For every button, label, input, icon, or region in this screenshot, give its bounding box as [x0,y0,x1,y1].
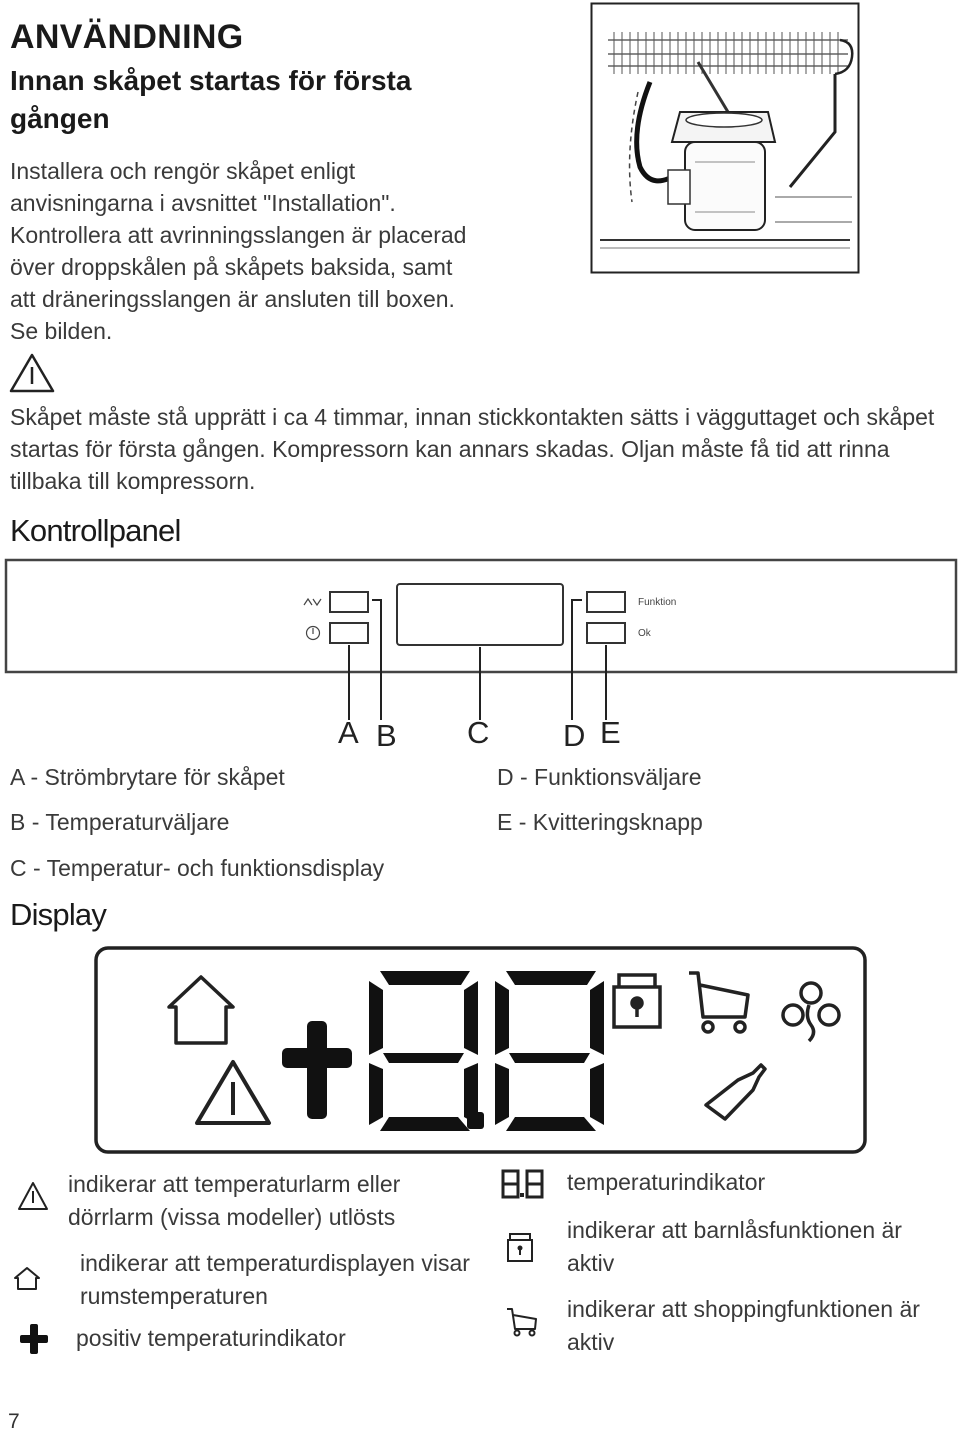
legend-item-a: A - Strömbrytare för skåpet [10,764,285,790]
warning-paragraph: Skåpet måste stå upprätt i ca 4 timmar, innan stickkontakten sätts i vägguttaget och skåpet startas för första gången. Kompressorn kan annars skadas. Oljan måste få tid att rinna tillbaka till kompressorn. [10,404,935,494]
temp-indicator-description: temperaturindikator [567,1169,766,1195]
display-heading: Display [10,897,107,932]
shopping-cart-icon [505,1305,539,1337]
legend-item-b: B - Temperaturväljare [10,809,230,835]
up-down-arrow-icon [302,596,322,608]
label-b: B [376,718,397,753]
label-a: A [338,715,359,750]
alarm-description: indikerar att temperaturlarm eller dörrlarm (vissa modeller) utlösts [68,1171,401,1230]
temperature-digits-icon [500,1168,546,1200]
intro-paragraph: Installera och rengör skåpet enligt anvisningarna i avsnittet "Installation". Kontrollera att avrinningsslangen är placerad över droppskålen på skåpets baksida, samt att dräneringsslangen är ansluten till boxen. Se bilden. [10,158,467,344]
subsection-heading: Innan skåpet startas för första gången [10,65,412,134]
section-heading: ANVÄNDNING [10,18,244,56]
child-lock-description: indikerar att barnlåsfunktionen är aktiv [567,1217,902,1276]
function-button-label: Funktion [638,597,677,608]
ok-button-label: Ok [638,628,651,639]
compressor-illustration [590,2,860,274]
child-lock-padlock-icon [505,1230,535,1264]
label-c: C [467,715,490,750]
alarm-warning-icon [16,1180,50,1212]
legend-item-d: D - Funktionsväljare [497,764,702,790]
shopping-description: indikerar att shoppingfunktionen är aktiv [567,1296,920,1355]
warning-icon [8,352,56,394]
room-temp-house-icon [12,1265,42,1291]
control-panel-heading: Kontrollpanel [10,513,181,548]
power-icon [305,625,321,641]
page-number: 7 [8,1410,20,1433]
legend-item-e: E - Kvitteringsknapp [497,809,703,835]
room-temp-description: indikerar att temperaturdisplayen visar rumstemperaturen [80,1250,470,1309]
display-diagram [93,945,868,1157]
label-e: E [600,715,621,750]
legend-item-c: C - Temperatur- och funktionsdisplay [10,855,385,881]
label-d: D [563,718,586,753]
positive-description: positiv temperaturindikator [76,1325,346,1351]
positive-plus-icon [18,1322,50,1356]
